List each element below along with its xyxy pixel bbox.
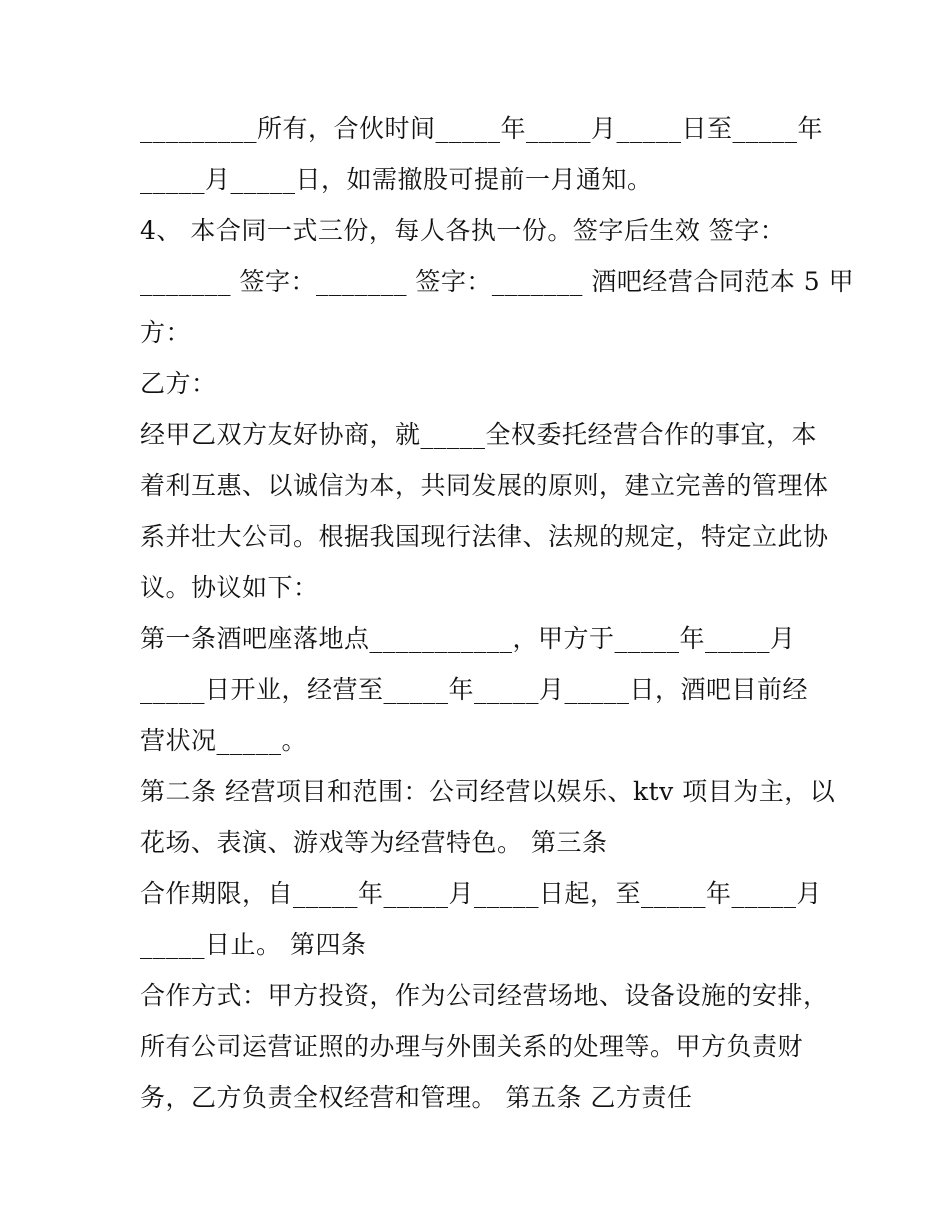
- text-line: _____月_____日，如需撤股可提前一月通知。: [140, 165, 653, 194]
- text-line: _________所有，合伙时间_____年_____月_____日至_____年: [140, 114, 824, 143]
- text-line: 议。协议如下：: [140, 573, 319, 602]
- text-line: _____日止。 第四条: [140, 930, 367, 959]
- text-line: 营状况_____。: [140, 726, 308, 755]
- text-line: 务，乙方负责全权经营和管理。 第五条 乙方责任: [140, 1083, 693, 1112]
- text-line: 所有公司运营证照的办理与外围关系的处理等。甲方负责财: [140, 1032, 804, 1061]
- text-line: 花场、表演、游戏等为经营特色。 第三条: [140, 828, 608, 857]
- text-line: 合作方式：甲方投资，作为公司经营场地、设备设施的安排，: [140, 981, 829, 1010]
- text-line: 第二条 经营项目和范围：公司经营以娱乐、ktv 项目为主，以: [140, 777, 836, 806]
- text-line: 第一条酒吧座落地点___________，甲方于_____年_____月: [140, 624, 796, 653]
- text-line: 乙方：: [140, 369, 217, 398]
- text-line: _____日开业，经营至_____年_____月_____日，酒吧目前经: [140, 675, 809, 704]
- text-line: 着利互惠、以诚信为本，共同发展的原则，建立完善的管理体: [140, 471, 829, 500]
- text-line: 方：: [140, 318, 192, 347]
- text-line: 经甲乙双方友好协商，就_____全权委托经营合作的事宜，本: [140, 420, 818, 449]
- text-line: _______ 签字：_______ 签字：_______ 酒吧经营合同范本 5 甲: [140, 267, 855, 296]
- text-line: 系并壮大公司。根据我国现行法律、法规的规定，特定立此协: [140, 522, 829, 551]
- text-line: 合作期限，自_____年_____月_____日起，至_____年_____月: [140, 879, 823, 908]
- text-line: 4、 本合同一式三份，每人各执一份。签字后生效 签字：: [140, 216, 786, 245]
